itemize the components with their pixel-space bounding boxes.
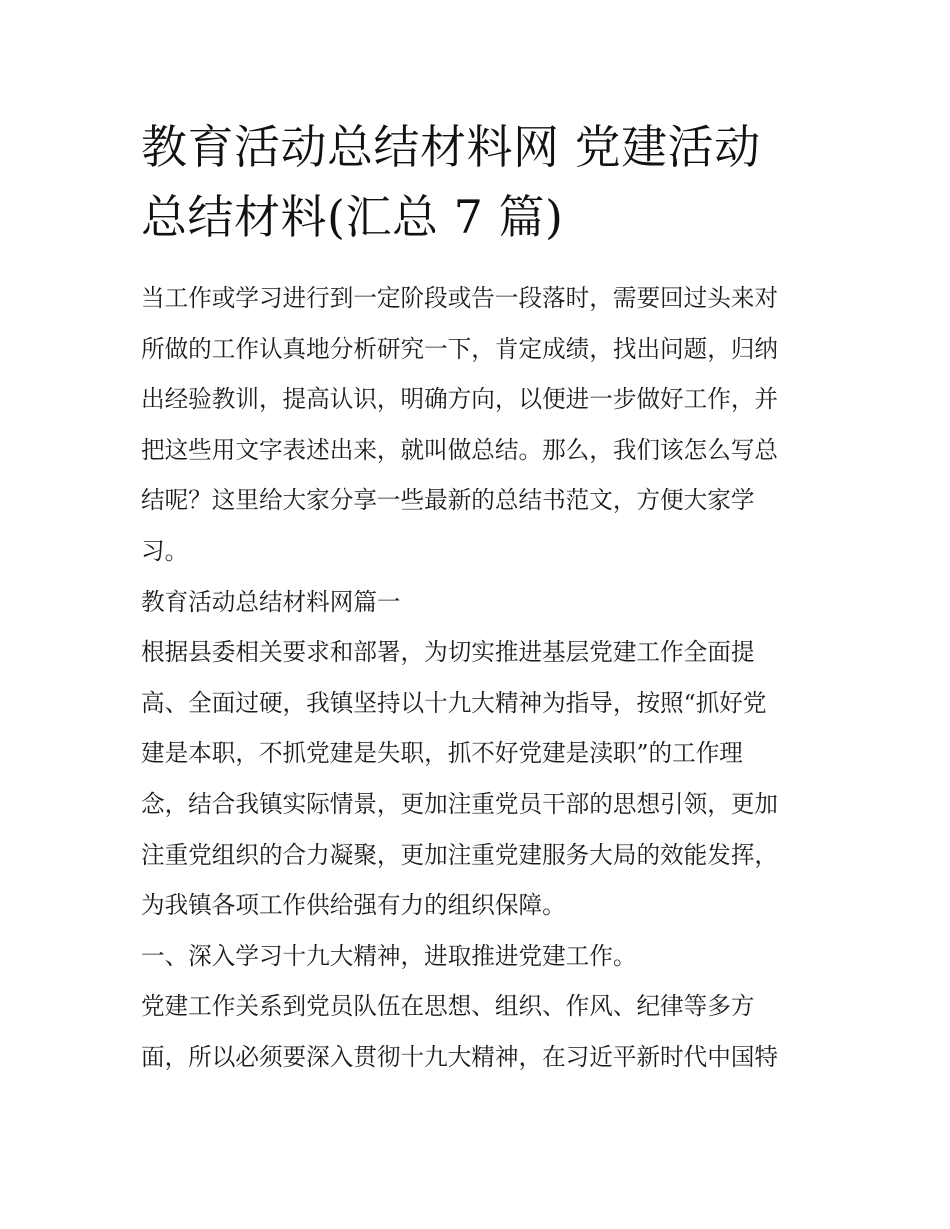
paragraph-line: 为我镇各项工作供给强有力的组织保障。 [141, 891, 566, 920]
intro-paragraph [141, 273, 813, 577]
subsection-heading [141, 931, 813, 982]
paragraph-line: 根据县委相关要求和部署，为切实推进基层党建工作全面提 [141, 638, 755, 667]
paragraph-line: 结呢？这里给大家分享一些最新的总结书范文，方便大家学 [141, 486, 755, 515]
paragraph-line: 习。 [141, 536, 189, 565]
paragraph-line: 出经验教训，提高认识，明确方向，以便进一步做好工作，并 [141, 385, 779, 414]
paragraph-line: 念，结合我镇实际情景，更加注重党员干部的思想引领，更加 [141, 789, 779, 818]
section-heading-text: 教育活动总结材料网篇一 [141, 587, 401, 616]
paragraph-line: 把这些用文字表述出来，就叫做总结。那么，我们该怎么写总 [141, 435, 779, 464]
title-line-2: 总结材料(汇总 7 篇) [141, 190, 564, 244]
title-line-1: 教育活动总结材料网 党建活动 [141, 120, 761, 174]
paragraph-line: 当工作或学习进行到一定阶段或告一段落时，需要回过头来对 [141, 284, 779, 312]
paragraph-line: 高、全面过硬，我镇坚持以十九大精神为指导，按照“抓好党 [141, 688, 767, 717]
subsection-heading-text: 一、深入学习十九大精神，进取推进党建工作。 [141, 941, 637, 970]
paragraph-line: 建是本职，不抓党建是失职，抓不好党建是渎职”的工作理 [141, 739, 743, 768]
document-content [141, 112, 813, 1083]
paragraph-line: 所做的工作认真地分析研究一下，肯定成绩，找出问题，归纳 [141, 334, 779, 363]
paragraph-line: 面，所以必须要深入贯彻十九大精神，在习近平新时代中国特 [141, 1042, 779, 1071]
section-heading [141, 577, 813, 628]
body-paragraph [141, 627, 813, 931]
paragraph-line: 注重党组织的合力凝聚，更加注重党建服务大局的效能发挥， [141, 840, 779, 869]
document-title [141, 112, 813, 252]
document-body [141, 273, 813, 1083]
body-paragraph [141, 981, 813, 1082]
paragraph-line: 党建工作关系到党员队伍在思想、组织、作风、纪律等多方 [141, 992, 755, 1021]
